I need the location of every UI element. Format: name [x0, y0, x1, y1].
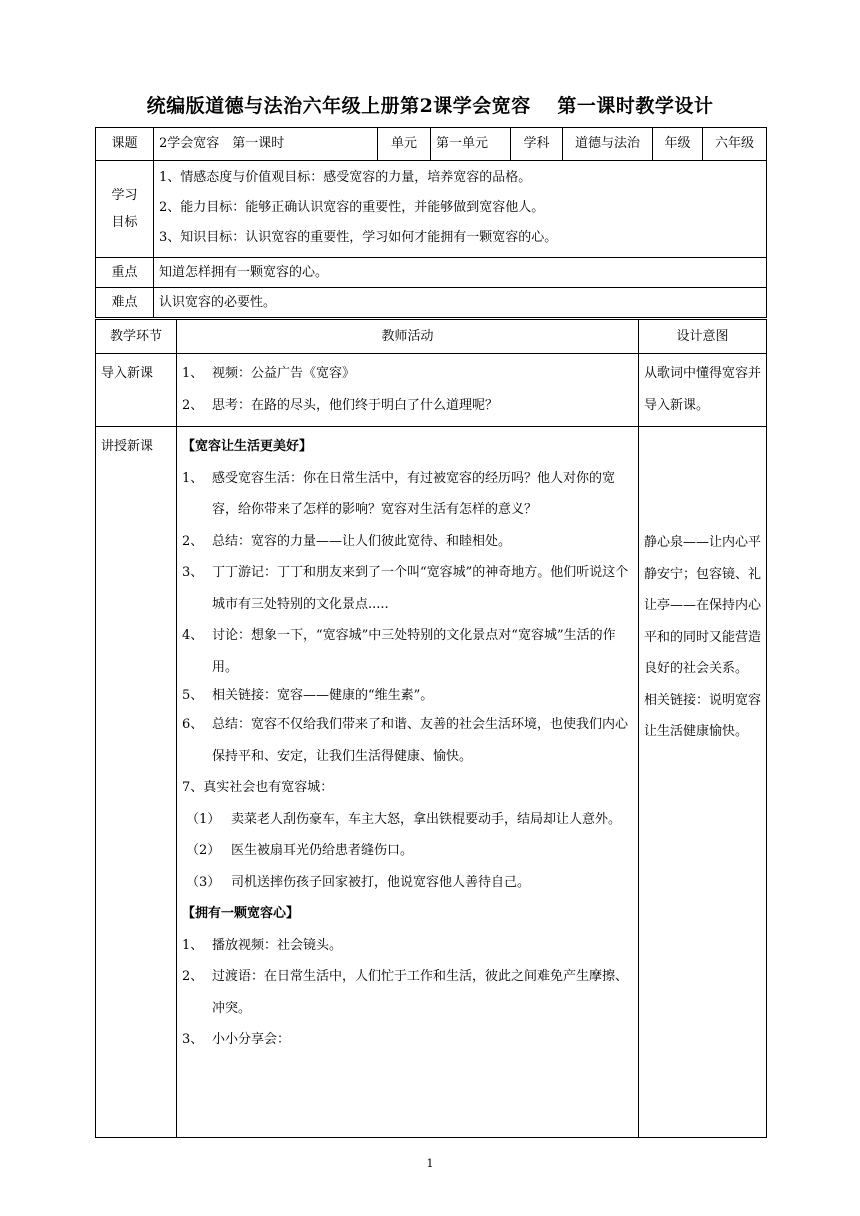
difficulty-value: 认识宽容的必要性。 [154, 288, 767, 318]
list-item: 3、 小小分享会： [182, 1032, 291, 1047]
goal-item: 1、情感态度与价值观目标：感受宽容的力量，培养宽容的品格。 [159, 170, 532, 185]
intent-header: 设计意图 [639, 320, 767, 354]
list-item: 7、真实社会也有宽容城： [182, 780, 334, 795]
goal-item: 2、能力目标：能够正确认识宽容的重要性，并能够做到宽容他人。 [159, 200, 545, 215]
page-title: 统编版道德与法治六年级上册第2课学会宽容 第一课时教学设计 [146, 95, 714, 117]
topic-label: 课题 [96, 128, 154, 161]
list-item: 1、 播放视频：社会镜头。 [182, 937, 343, 953]
sub-item: （3） 司机送摔伤孩子回家被打，他说宽容他人善待自己。 [186, 874, 531, 890]
list-item: 2、 总结：宽容的力量——让人们彼此宽待、和睦相处。 [182, 533, 512, 549]
section-heading: 【拥有一颗宽容心】 [182, 906, 300, 921]
lecture-row [96, 427, 767, 1138]
list-item: 5、 相关链接：宽容——健康的“维生素”。 [182, 688, 434, 703]
intro-row [96, 354, 767, 427]
unit-value: 第一单元 [431, 128, 511, 161]
activity-header: 教师活动 [177, 320, 639, 354]
goals-label: 学习 目标 [96, 161, 154, 258]
key-value: 知道怎样拥有一颗宽容的心。 [154, 258, 767, 288]
lecture-stage: 讲授新课 [96, 427, 177, 1138]
list-item: 1、 感受宽容生活：你在日常生活中，有过被宽容的经历吗？他人对你的宽容，给你带来了怎样的影响？宽容对生活有怎样的意义？ [182, 470, 616, 517]
page-number: 1 [426, 1157, 434, 1170]
lesson-table [95, 319, 767, 1138]
intent-text: 相关链接：说明宽容让生活健康愉快。 [644, 692, 762, 739]
difficulty-label: 难点 [96, 288, 154, 318]
goals-content [154, 161, 767, 258]
difficulty-row [96, 288, 767, 318]
lecture-intent [639, 427, 767, 1138]
sub-item: （1） 卖菜老人刮伤豪车，车主大怒，拿出铁棍要动手，结局却让人意外。 [186, 811, 622, 827]
stage-header: 教学环节 [96, 320, 177, 354]
list-item: 1、 视频：公益广告《宽容》 [182, 366, 356, 381]
intro-intent: 从歌词中懂得宽容并导入新课。 [639, 354, 767, 427]
topic-row [96, 128, 767, 161]
list-item: 3、 丁丁游记：丁丁和朋友来到了一个叫“宽容城”的神奇地方。他们听说这个城市有三处特别的文化景点..... [182, 565, 629, 612]
lesson-header-row [96, 320, 767, 354]
goals-row [96, 161, 767, 258]
lecture-activity [177, 427, 639, 1138]
list-item: 2、 过渡语：在日常生活中，人们忙于工作和生活，彼此之间难免产生摩擦、冲突。 [182, 969, 629, 1016]
list-item: 6、 总结：宽容不仅给我们带来了和谐、友善的社会生活环境，也使我们内心保持平和、安定，让我们生活得健康、愉快。 [182, 717, 629, 764]
grade-value: 六年级 [703, 128, 767, 161]
subject-value: 道德与法治 [563, 128, 653, 161]
subject-label: 学科 [511, 128, 563, 161]
info-table [95, 127, 767, 318]
topic-value: 2学会宽容 第一课时 [154, 128, 378, 161]
section-heading: 【宽容让生活更美好】 [182, 439, 313, 454]
goal-item: 3、知识目标：认识宽容的重要性，学习如何才能拥有一颗宽容的心。 [159, 230, 558, 245]
intro-stage: 导入新课 [96, 354, 177, 427]
grade-label: 年级 [653, 128, 703, 161]
intro-activity [177, 354, 639, 427]
sub-item: （2） 医生被扇耳光仍给患者缝伤口。 [186, 843, 414, 858]
key-point-row [96, 258, 767, 288]
list-item: 2、 思考：在路的尽头，他们终于明白了什么道理呢？ [182, 397, 499, 413]
unit-label: 单元 [378, 128, 431, 161]
key-label: 重点 [96, 258, 154, 288]
list-item: 4、 讨论：想象一下，“宽容城”中三处特别的文化景点对“宽容城”生活的作用。 [182, 628, 616, 675]
intent-text: 静心泉——让内心平静安宁；包容镜、礼让亭——在保持内心平和的同时又能营造良好的社会关系。 [644, 535, 762, 676]
